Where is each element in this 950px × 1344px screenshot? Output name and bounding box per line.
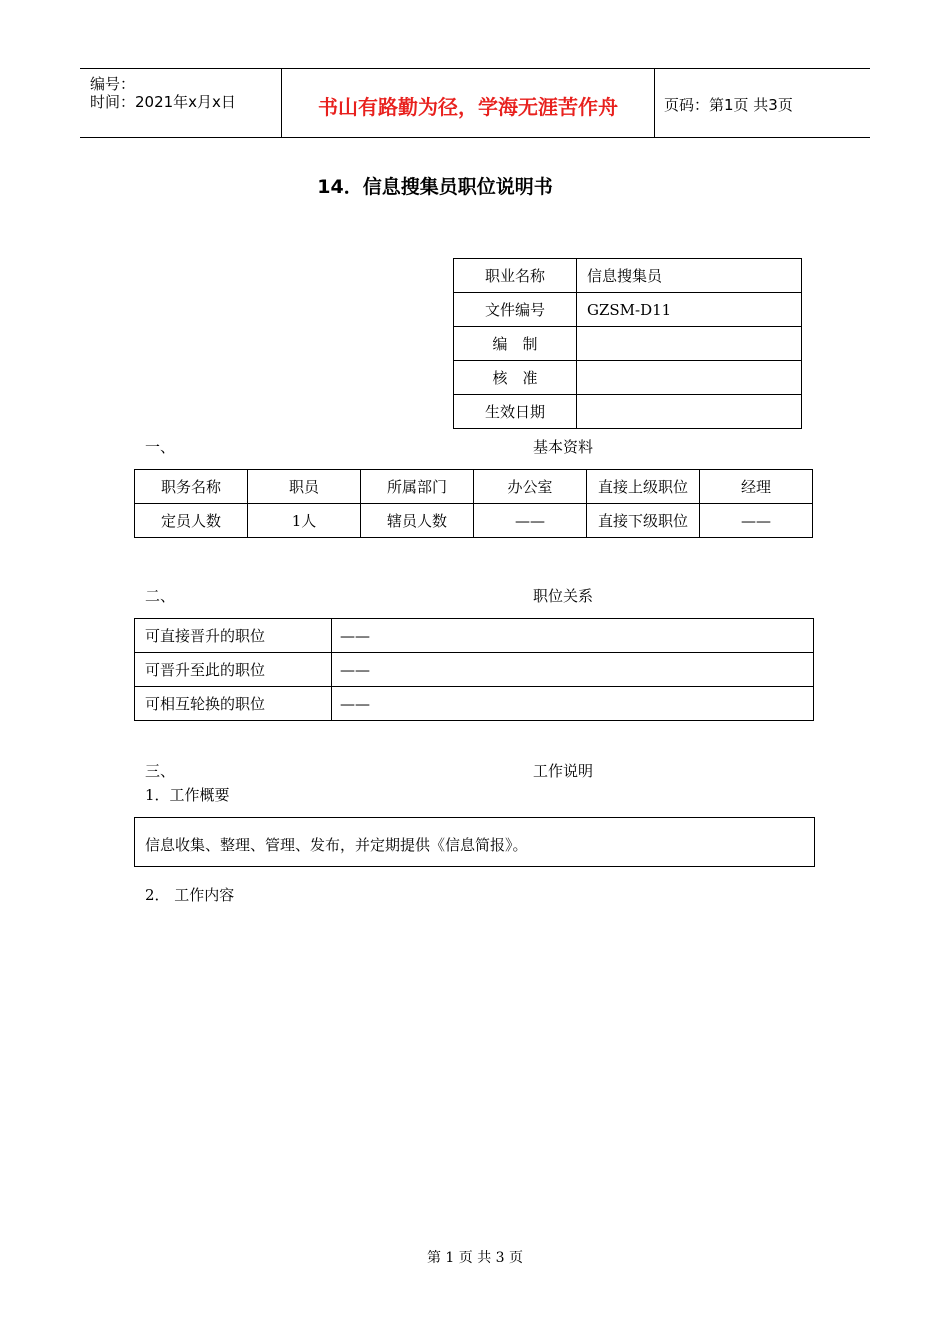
header-page-info: 页码：第1页 共3页 — [664, 96, 793, 114]
position-relations-table — [134, 618, 814, 721]
table-row — [135, 470, 813, 504]
table-cell: 办公室 — [474, 470, 587, 504]
table-cell: 辖员人数 — [361, 504, 474, 538]
page-footer: 第 1 页 共 3 页 — [426, 1250, 524, 1266]
info-value — [577, 327, 802, 361]
header-left-cell — [80, 69, 280, 137]
table-cell: 经理 — [700, 470, 813, 504]
header-motto-cell — [281, 69, 655, 137]
info-label: 编 制 — [454, 327, 577, 361]
table-cell: 直接下级职位 — [587, 504, 700, 538]
table-row — [135, 687, 814, 721]
document-time-label: 时间：2021年x月x日 — [90, 93, 236, 111]
info-label: 职业名称 — [454, 259, 577, 293]
table-row — [454, 395, 802, 429]
info-label: 核 准 — [454, 361, 577, 395]
table-row — [135, 504, 813, 538]
table-cell: 所属部门 — [361, 470, 474, 504]
relation-label: 可晋升至此的职位 — [135, 653, 332, 687]
table-cell: 定员人数 — [135, 504, 248, 538]
table-row — [135, 653, 814, 687]
relation-value: —— — [332, 619, 814, 653]
table-cell: 直接上级职位 — [587, 470, 700, 504]
table-cell: —— — [474, 504, 587, 538]
section3-number: 三、 — [145, 762, 176, 780]
info-value: GZSM-D11 — [577, 293, 802, 327]
table-row — [454, 293, 802, 327]
section2-number: 二、 — [145, 587, 176, 605]
work-content-subheading: 2． 工作内容 — [145, 886, 235, 904]
basic-info-table — [134, 469, 813, 538]
work-summary-subheading: 1．工作概要 — [145, 786, 230, 804]
section2-heading: 职位关系 — [533, 587, 594, 605]
info-value: 信息搜集员 — [577, 259, 802, 293]
table-row — [454, 259, 802, 293]
relation-label: 可直接晋升的职位 — [135, 619, 332, 653]
table-cell: —— — [700, 504, 813, 538]
info-value — [577, 361, 802, 395]
section1-number: 一、 — [145, 438, 176, 456]
header-page-cell — [654, 69, 870, 137]
table-cell: 职务名称 — [135, 470, 248, 504]
page-header — [80, 68, 870, 138]
relation-value: —— — [332, 687, 814, 721]
info-value — [577, 395, 802, 429]
table-row — [454, 327, 802, 361]
table-cell: 1人 — [248, 504, 361, 538]
section3-heading: 工作说明 — [533, 762, 594, 780]
document-info-table — [453, 258, 802, 429]
work-summary-box — [134, 817, 815, 867]
relation-value: —— — [332, 653, 814, 687]
relation-label: 可相互轮换的职位 — [135, 687, 332, 721]
info-label: 生效日期 — [454, 395, 577, 429]
header-motto: 书山有路勤为径，学海无涯苦作舟 — [318, 95, 618, 119]
section1-heading: 基本资料 — [533, 438, 594, 456]
work-summary-text: 信息收集、整理、管理、发布，并定期提供《信息简报》。 — [145, 836, 528, 854]
document-title: 14．信息搜集员职位说明书 — [317, 176, 553, 198]
info-label: 文件编号 — [454, 293, 577, 327]
table-cell: 职员 — [248, 470, 361, 504]
document-number-label: 编号： — [90, 75, 136, 93]
table-row — [135, 619, 814, 653]
table-row — [454, 361, 802, 395]
